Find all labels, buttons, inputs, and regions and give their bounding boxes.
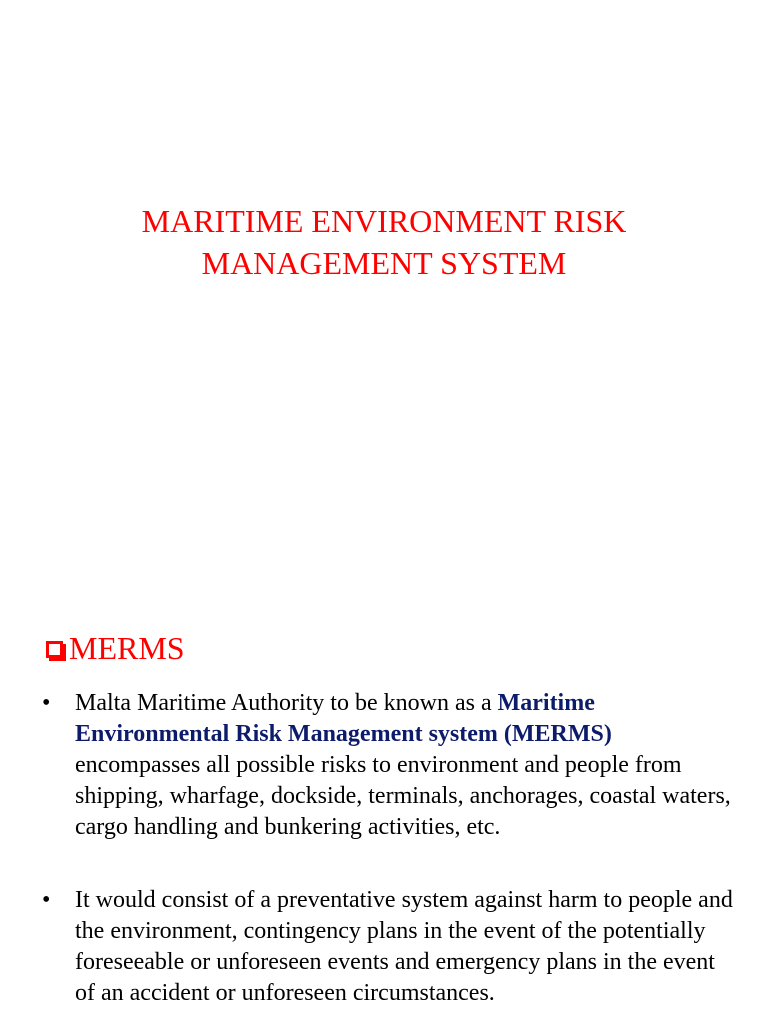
bullet-item-merms-definition	[0, 688, 768, 843]
slide-title-line-1: MARITIME ENVIRONMENT RISK	[141, 203, 627, 239]
bullet-marker: •	[42, 887, 51, 913]
section-heading	[46, 628, 185, 668]
bullet-item-preventative-system	[0, 885, 768, 1009]
section-heading-label: MERMS	[69, 630, 185, 666]
slide-title	[0, 200, 768, 284]
bullet-rest-text: encompasses all possible risks to environment and people from shipping, wharfage, dockside, terminals, anchorages, coastal waters, cargo handling and bunkering activities, etc.	[75, 752, 731, 840]
slide-title-line-2: MANAGEMENT SYSTEM	[201, 245, 567, 281]
bullet-marker: •	[42, 690, 51, 716]
bullet-bold-text: Maritime Environmental Risk Management system (MERMS)	[75, 690, 612, 747]
bullet-list	[0, 688, 768, 1009]
bullet-lead-text: Malta Maritime Authority to be known as a	[75, 690, 498, 716]
checkbox-icon	[46, 641, 63, 658]
bullet-text: It would consist of a preventative system against harm to people and the environment, contingency plans in the event of the potentially foreseeable or unforeseen events and emergency plans in the event of an accident or unforeseen circumstances.	[75, 887, 733, 1006]
